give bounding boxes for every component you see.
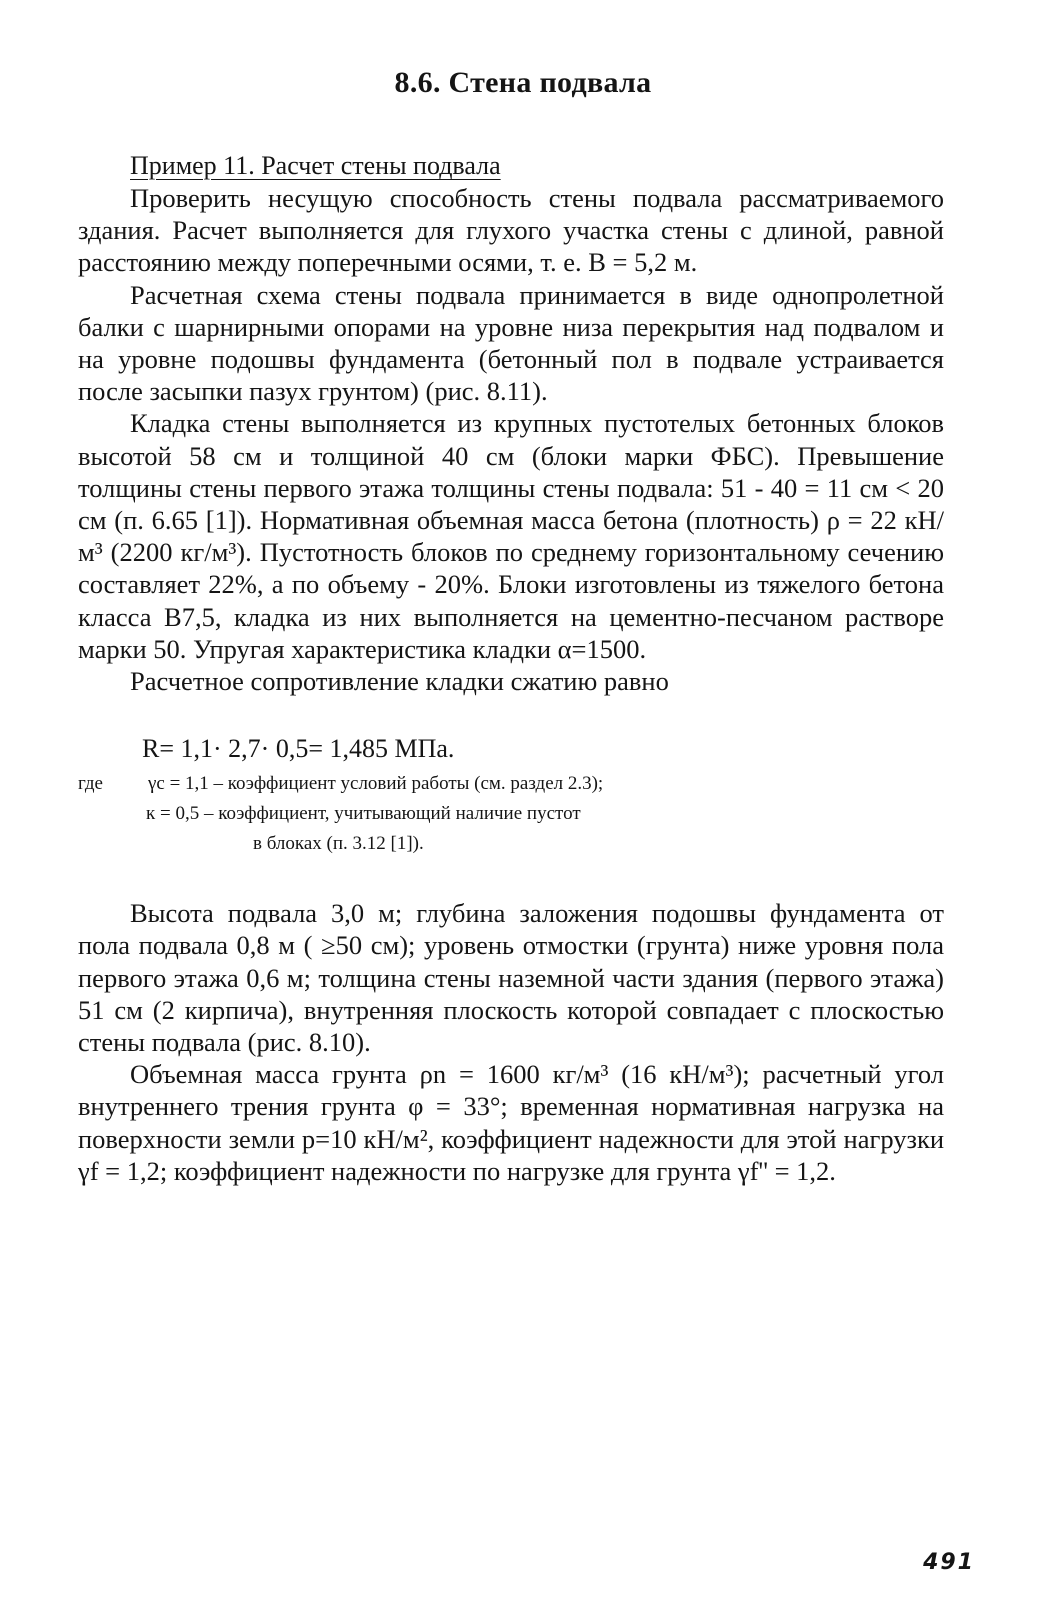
- where-line-1: γc = 1,1 – коэффициент условий работы (см. раздел 2.3);: [148, 773, 604, 795]
- paragraph-1: Проверить несущую способность стены подвала рассматриваемого здания. Расчет выполняется для глухого участка стены с длиной, равной расстоянию между поперечными осями, т. е. B = 5,2 м.: [78, 183, 944, 278]
- formula: R= 1,1· 2,7· 0,5= 1,485 МПа.: [142, 734, 455, 764]
- page-number: 491: [923, 1550, 975, 1575]
- paragraph-3: Кладка стены выполняется из крупных пустотелых бетонных блоков высотой 58 см и толщиной 40 см (блоки марки ФБС). Превышение толщины стены первого этажа толщины стены подвала: 51 - 40 = 11 см < 20 см (п. 6.65 [1]). Нормативная объемная масса бетона (плотность) ρ = 22 кН/м³ (2200 кг/м³). Пустотность блоков по среднему горизонтальному сечению составляет 22%, а по объему - 20%. Блоки изготовлены из тяжелого бетона класса B7,5, кладка из них выполняется на цементно-песчаном растворе марки 50. Упругая характеристика кладки α=1500.: [78, 408, 944, 664]
- paragraph-4: Расчетное сопротивление кладки сжатию равно: [130, 666, 669, 697]
- page-content: [78, 66, 944, 1187]
- example-title: Пример 11. Расчет стены подвала: [130, 151, 501, 180]
- where-line-3: в блоках (п. 3.12 [1]).: [253, 833, 424, 855]
- where-block: [78, 769, 944, 859]
- spacer: [78, 859, 944, 897]
- paragraph-5: Высота подвала 3,0 м; глубина заложения подошвы фундамента от пола подвала 0,8 м ( ≥50 см); уровень отмостки (грунта) ниже уровня пола первого этажа 0,6 м; толщина стены наземной части здания (первого этажа) 51 см (2 кирпича), внутренняя плоскость которой совпадает с плоскостью стены подвала (рис. 8.10).: [78, 898, 944, 1058]
- paragraph-6: Объемная масса грунта ρn = 1600 кг/м³ (16 кН/м³); расчетный угол внутреннего трения грунта φ = 33°; временная нормативная нагрузка на поверхности земли p=10 кН/м², коэффициент надежности для этой нагрузки γf = 1,2; коэффициент надежности по нагрузке для грунта γf'' = 1,2.: [78, 1059, 944, 1186]
- paragraph-2: Расчетная схема стены подвала принимается в виде однопролетной балки с шарнирными опорами на уровне низа перекрытия над подвалом и на уровне подошвы фундамента (бетонный пол в подвале устраивается после засыпки пазух грунтом) (рис. 8.11).: [78, 279, 944, 407]
- where-line-2: к = 0,5 – коэффициент, учитывающий наличие пустот: [146, 803, 581, 825]
- section-title: 8.6. Стена подвала: [394, 66, 652, 99]
- where-label: где: [78, 773, 103, 795]
